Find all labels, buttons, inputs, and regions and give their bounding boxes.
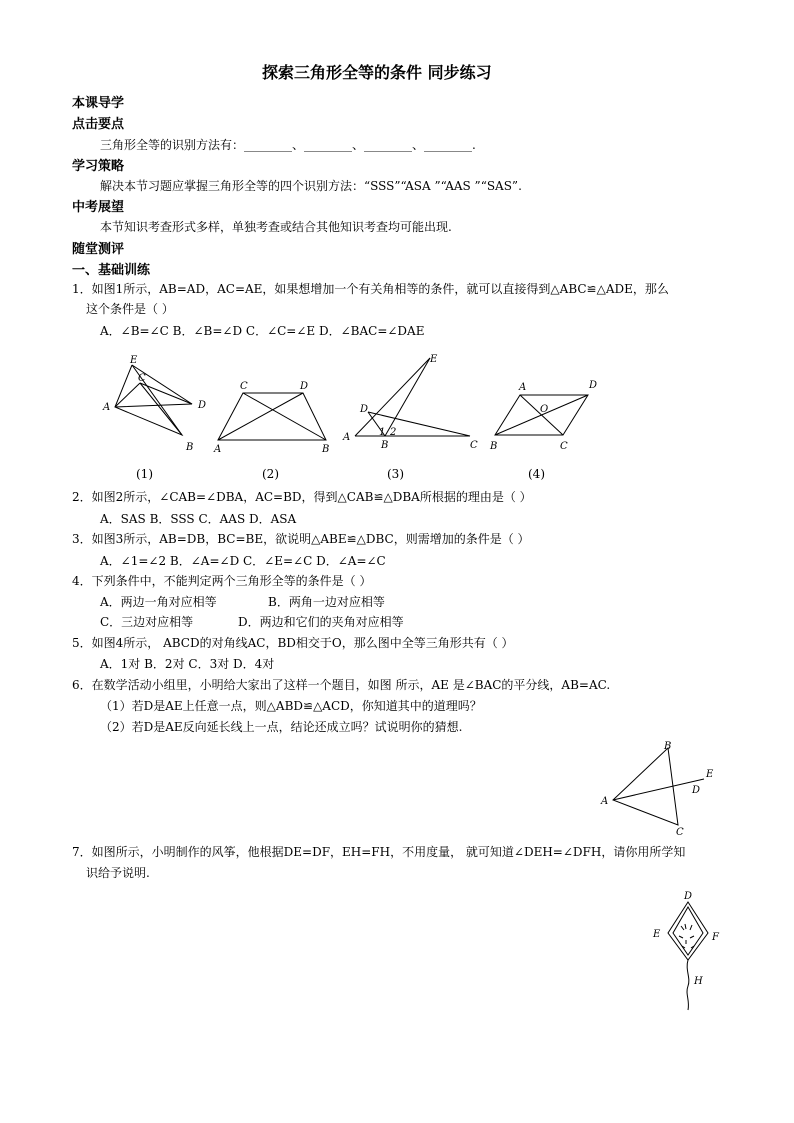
page-title: 探索三角形全等的条件 同步练习	[262, 63, 492, 82]
fig2-label-c: C	[240, 381, 248, 392]
q7-stem-line2: 识给予说明.	[86, 866, 150, 880]
fig3-label-1: 1	[379, 427, 386, 438]
fig4-label-o: O	[540, 404, 549, 415]
fig7-label-e: E	[653, 929, 661, 940]
q2-options: A．SAS B．SSS C．AAS D．ASA	[100, 512, 297, 526]
q4-option-a: A．两边一角对应相等	[100, 595, 217, 609]
strategy-text: 解决本节习题应掌握三角形全等的四个识别方法：“SSS”“ASA ”“AAS ”“SAS”.	[100, 179, 522, 193]
fig7-label-d: D	[684, 891, 693, 902]
section-key-points: 点击要点	[72, 117, 125, 132]
q1-stem-line1: 1．如图1所示，AB=AD，AC=AE，如果想增加一个有关角相等的条件，就可以直接得到△ABC≌△ADE，那么	[72, 282, 669, 296]
q4-option-d: D．两边和它们的夹角对应相等	[238, 615, 404, 629]
section-test: 随堂测评	[72, 242, 125, 257]
q5-options: A．1对 B．2对 C．3对 D．4对	[100, 657, 275, 671]
fig2-label-d: D	[300, 381, 309, 392]
fig3-label-c: C	[470, 440, 478, 451]
fig7-label-h: H	[694, 976, 703, 987]
fig3-label-d: D	[360, 404, 369, 415]
fig1-label-b: B	[186, 442, 194, 453]
q6-sub1: （1）若D是AE上任意一点，则△ABD≌△ACD，你知道其中的道理吗？	[100, 699, 482, 713]
section-basic: 一、基础训练	[72, 263, 151, 278]
fig4-label-c: C	[560, 441, 568, 452]
exam-text: 本节知识考查形式多样，单独考查或结合其他知识考查均可能出现.	[100, 220, 452, 234]
fig6-label-c: C	[676, 827, 684, 838]
figure-4	[485, 377, 605, 477]
q1-stem-line2: 这个条件是（ ）	[86, 302, 174, 316]
fig1-label-c: C	[138, 373, 146, 384]
fig1-label-e: E	[130, 355, 138, 366]
figure-3	[340, 352, 480, 452]
figure-1-caption: (1)	[136, 467, 153, 481]
q1-options: A．∠B=∠C B．∠B=∠D C．∠C=∠E D．∠BAC=∠DAE	[100, 324, 425, 338]
fig6-label-d: D	[692, 785, 701, 796]
q4-option-b: B．两角一边对应相等	[268, 595, 385, 609]
fig1-label-a: A	[103, 402, 111, 413]
q7-stem-line1: 7．如图所示，小明制作的风筝，他根据DE=DF，EH=FH，不用度量， 就可知道∠DEH=∠DFH，请你用所学知	[72, 845, 686, 859]
fig4-label-b: B	[490, 441, 498, 452]
figure-2-caption: (2)	[262, 467, 279, 481]
q6-sub2: （2）若D是AE反向延长线上一点，结论还成立吗？试说明你的猜想.	[100, 720, 463, 734]
fig6-label-a: A	[601, 796, 609, 807]
fig3-label-a: A	[343, 432, 351, 443]
fig6-label-e: E	[706, 769, 714, 780]
fig3-label-b: B	[381, 440, 389, 451]
fig6-label-b: B	[664, 741, 672, 752]
figure-q6	[598, 738, 728, 838]
key-points-text: 三角形全等的识别方法有：________、________、________、________.	[100, 138, 476, 152]
fig2-label-a: A	[214, 444, 222, 455]
q2-stem: 2．如图2所示，∠CAB=∠DBA，AC=BD，得到△CAB≌△DBA所根据的理由是（ ）	[72, 490, 532, 504]
q5-stem: 5．如图4所示， ABCD的对角线AC，BD相交于O，那么图中全等三角形共有（ ）	[72, 636, 514, 650]
figure-2	[210, 378, 340, 478]
q4-stem: 4．下列条件中，不能判定两个三角形全等的条件是（ ）	[72, 574, 372, 588]
fig3-label-e: E	[430, 354, 438, 365]
fig4-label-d: D	[589, 380, 598, 391]
figure-3-caption: (3)	[387, 467, 404, 481]
fig3-label-2: 2	[390, 427, 397, 438]
section-strategy: 学习策略	[72, 159, 125, 174]
figure-1	[100, 355, 220, 455]
fig4-label-a: A	[519, 382, 527, 393]
fig7-label-f: F	[712, 932, 719, 943]
q3-options: A．∠1=∠2 B．∠A=∠D C．∠E=∠C D．∠A=∠C	[100, 554, 386, 568]
section-exam: 中考展望	[72, 200, 125, 215]
fig2-label-b: B	[322, 444, 330, 455]
figure-4-caption: (4)	[528, 467, 545, 481]
figure-kite	[648, 888, 728, 1018]
q4-option-c: C．三边对应相等	[100, 615, 194, 629]
q3-stem: 3．如图3所示，AB=DB，BC=BE，欲说明△ABE≌△DBC，则需增加的条件是（ ）	[72, 532, 530, 546]
section-guide: 本课导学	[72, 96, 125, 111]
fig1-label-d: D	[198, 400, 207, 411]
q6-stem: 6．在数学活动小组里，小明给大家出了这样一个题目，如图 所示，AE 是∠BAC的平分线，AB=AC.	[72, 678, 611, 692]
